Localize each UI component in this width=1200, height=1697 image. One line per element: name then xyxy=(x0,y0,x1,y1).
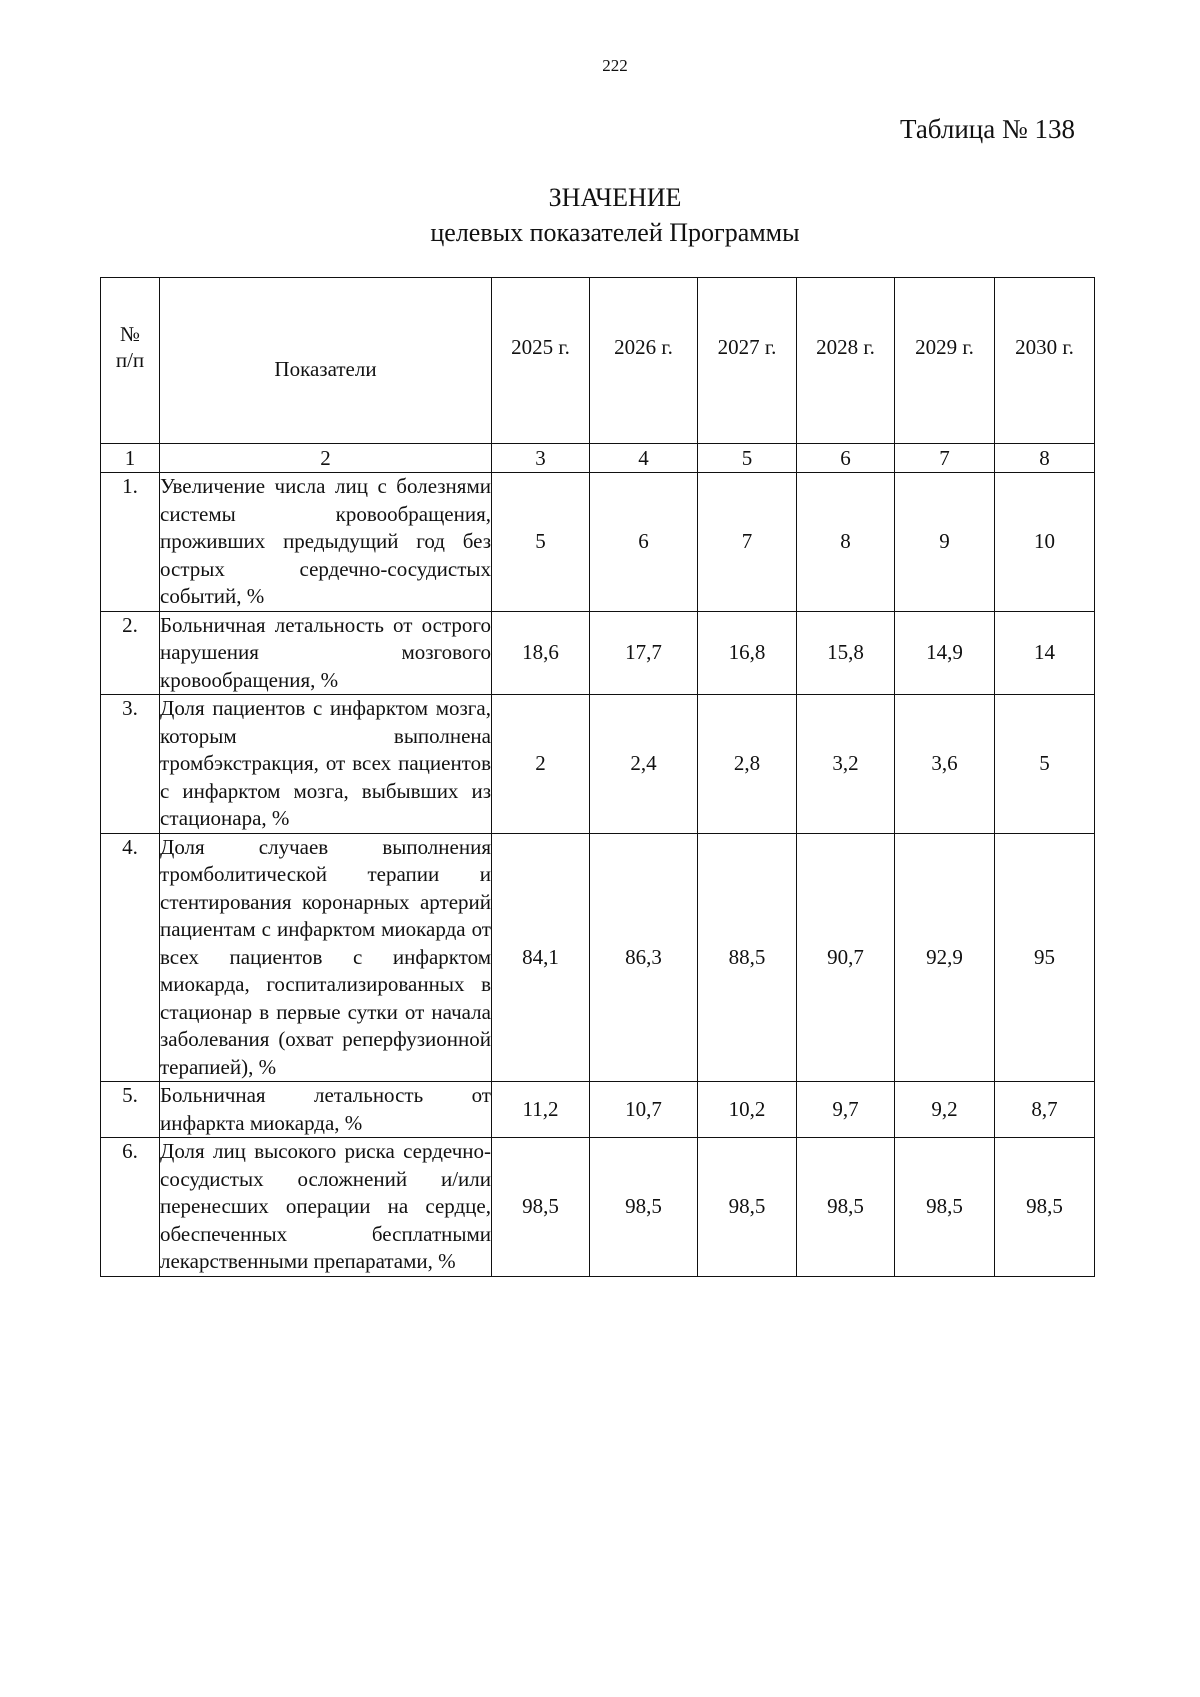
value-2027: 7 xyxy=(698,473,797,612)
table-row xyxy=(101,695,1095,834)
column-number: 8 xyxy=(995,444,1095,473)
value-2030: 5 xyxy=(995,695,1095,834)
header-year: 2029 г. xyxy=(895,278,995,444)
table-row xyxy=(101,1138,1095,1277)
indicator-name: Больничная летальность от острого нарушения мозгового кровообращения, % xyxy=(160,611,492,695)
header-indicator: Показатели xyxy=(160,278,492,444)
value-2025: 18,6 xyxy=(492,611,590,695)
indicator-name: Доля случаев выполнения тромболитической терапии и стентирования коронарных артерий пациентам с инфарктом миокарда от всех пациентов с инфарктом миокарда, госпитализированных в стационар в первые сутки от начала заболевания (охват реперфузионной терапией), % xyxy=(160,833,492,1082)
value-2027: 2,8 xyxy=(698,695,797,834)
value-2026: 10,7 xyxy=(590,1082,698,1138)
value-2025: 84,1 xyxy=(492,833,590,1082)
value-2029: 9 xyxy=(895,473,995,612)
table-row xyxy=(101,473,1095,612)
value-2028: 8 xyxy=(797,473,895,612)
column-number: 7 xyxy=(895,444,995,473)
document-title xyxy=(0,180,1200,250)
title-line-2: целевых показателей Программы xyxy=(430,218,800,247)
column-number: 3 xyxy=(492,444,590,473)
value-2026: 17,7 xyxy=(590,611,698,695)
value-2027: 16,8 xyxy=(698,611,797,695)
header-row xyxy=(101,278,1095,444)
value-2029: 98,5 xyxy=(895,1138,995,1277)
value-2029: 92,9 xyxy=(895,833,995,1082)
column-number: 5 xyxy=(698,444,797,473)
header-year: 2025 г. xyxy=(492,278,590,444)
value-2025: 98,5 xyxy=(492,1138,590,1277)
table-row xyxy=(101,611,1095,695)
value-2028: 9,7 xyxy=(797,1082,895,1138)
value-2030: 95 xyxy=(995,833,1095,1082)
value-2029: 9,2 xyxy=(895,1082,995,1138)
row-number: 3. xyxy=(101,695,160,834)
row-number: 1. xyxy=(101,473,160,612)
indicator-name: Доля лиц высокого риска сердечно-сосудистых осложнений и/или перенесших операции на сердце, обеспеченных бесплатными лекарственными препаратами, % xyxy=(160,1138,492,1277)
row-number: 4. xyxy=(101,833,160,1082)
value-2028: 90,7 xyxy=(797,833,895,1082)
value-2030: 14 xyxy=(995,611,1095,695)
table-caption: Таблица № 138 xyxy=(900,114,1075,144)
header-year: 2026 г. xyxy=(590,278,698,444)
value-2025: 5 xyxy=(492,473,590,612)
value-2029: 3,6 xyxy=(895,695,995,834)
value-2026: 6 xyxy=(590,473,698,612)
header-year: 2030 г. xyxy=(995,278,1095,444)
value-2030: 10 xyxy=(995,473,1095,612)
value-2026: 98,5 xyxy=(590,1138,698,1277)
page-number: 222 xyxy=(602,56,628,75)
table-row xyxy=(101,833,1095,1082)
header-year: 2027 г. xyxy=(698,278,797,444)
value-2028: 3,2 xyxy=(797,695,895,834)
column-number: 4 xyxy=(590,444,698,473)
header-number-sign: № xyxy=(119,321,141,346)
value-2028: 98,5 xyxy=(797,1138,895,1277)
value-2030: 8,7 xyxy=(995,1082,1095,1138)
indicator-name: Увеличение числа лиц с болезнями системы кровообращения, проживших предыдущий год без острых сердечно-сосудистых событий, % xyxy=(160,473,492,612)
value-2029: 14,9 xyxy=(895,611,995,695)
column-number-row xyxy=(101,444,1095,473)
value-2026: 86,3 xyxy=(590,833,698,1082)
indicator-name: Больничная летальность от инфаркта миокарда, % xyxy=(160,1082,492,1138)
value-2025: 11,2 xyxy=(492,1082,590,1138)
column-number: 2 xyxy=(160,444,492,473)
value-2030: 98,5 xyxy=(995,1138,1095,1277)
header-number-abbr: п/п xyxy=(115,347,145,372)
value-2026: 2,4 xyxy=(590,695,698,834)
indicator-name: Доля пациентов с инфарктом мозга, которым выполнена тромбэкстракция, от всех пациентов с инфарктом мозга, выбывших из стационара, % xyxy=(160,695,492,834)
row-number: 2. xyxy=(101,611,160,695)
value-2027: 10,2 xyxy=(698,1082,797,1138)
row-number: 6. xyxy=(101,1138,160,1277)
table-row xyxy=(101,1082,1095,1138)
header-number xyxy=(101,278,160,444)
header-year: 2028 г. xyxy=(797,278,895,444)
column-number: 1 xyxy=(101,444,160,473)
value-2028: 15,8 xyxy=(797,611,895,695)
column-number: 6 xyxy=(797,444,895,473)
row-number: 5. xyxy=(101,1082,160,1138)
title-line-1: ЗНАЧЕНИЕ xyxy=(548,183,682,212)
value-2027: 98,5 xyxy=(698,1138,797,1277)
value-2025: 2 xyxy=(492,695,590,834)
indicators-table xyxy=(100,277,1095,1277)
value-2027: 88,5 xyxy=(698,833,797,1082)
